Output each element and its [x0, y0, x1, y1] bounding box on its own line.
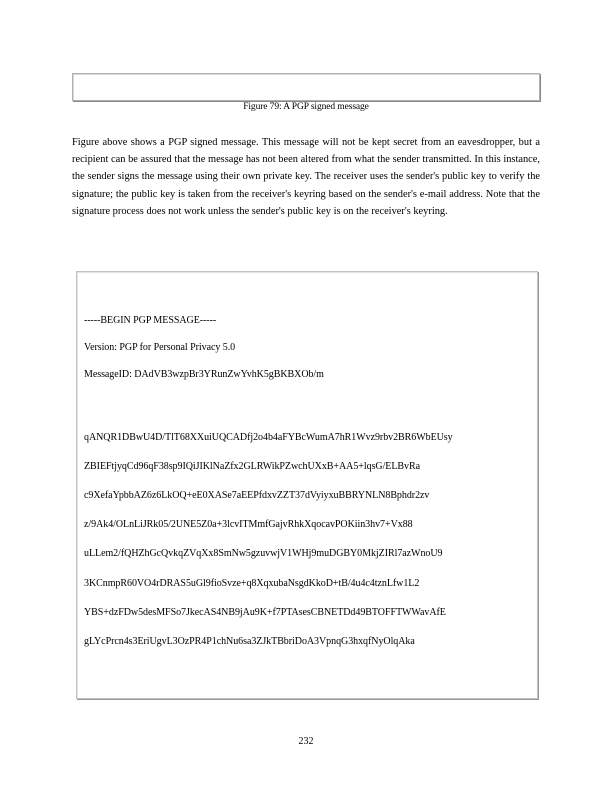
pgp-message-box: [76, 271, 538, 699]
pgp-data-line: 3KCnmpR60VO4rDRAS5uGl9fioSvze+q8XqxubaNsgdKkoD+tB/4u4c4tznLfw1L2: [84, 578, 420, 589]
pgp-data-line: ZBIEFtjyqCd96qF38sp9IQiJIKlNaZfx2GLRWikPZwchUXxB+AA5+lqsG/ELBvRa: [84, 461, 421, 472]
body-paragraph: Figure above shows a PGP signed message. This message will not be kept secret from an eavesdropper, but a recipient can be assured that the message has not been altered from what the sender transmitted. In this instance, the sender signs the message using their own private key. The receiver uses the sender's public key to verify the signature; the public key is taken from the receiver's keyring based on the sender's e-mail address. Note that the signature process does not work unless the sender's public key is on the receiver's keyring.: [72, 137, 540, 217]
pgp-messageid-line: MessageID: DAdVB3wzpBr3YRunZwYvhK5gBKBXOb/m: [84, 369, 324, 380]
pgp-data-line: gLYcPrcn4s3EriUgvL3OzPR4P1chNu6sa3ZJkTBbriDoA3VpnqG3hxqfNyOlqAka: [84, 636, 415, 647]
pgp-data-line: qANQR1DBwU4D/TlT68XXuiUQCADfj2o4b4aFYBcWumA7hR1Wvz9rbv2BR6WbEUsy: [84, 432, 453, 443]
pgp-data-line: z/9Ak4/OLnLiJRk05/2UNE5Z0a+3lcvITMmfGajvRhkXqocavPOKiin3hv7+Vx88: [84, 519, 413, 530]
figure-box: [72, 73, 540, 101]
page-number: 232: [298, 736, 314, 747]
figure-caption: Figure 79: A PGP signed message: [243, 102, 369, 112]
pgp-version-line: Version: PGP for Personal Privacy 5.0: [84, 342, 236, 353]
pgp-data-line: YBS+dzFDw5desMFSo7JkecAS4NB9jAu9K+f7PTAsesCBNETDd49BTOFFTWWavAfE: [84, 607, 446, 618]
pgp-begin-line: -----BEGIN PGP MESSAGE-----: [84, 315, 217, 326]
pgp-data-line: c9XefaYpbbAZ6z6LkOQ+eE0XASe7aEEPfdxvZZT37dVyiyxuBBRYNLN8Bphdr2zv: [84, 490, 430, 501]
pgp-data-line: uLLem2/fQHZhGcQvkqZVqXx8SmNw5gzuvwjV1WHj9muDGBY0MkjZIRl7azWnoU9: [84, 548, 443, 559]
